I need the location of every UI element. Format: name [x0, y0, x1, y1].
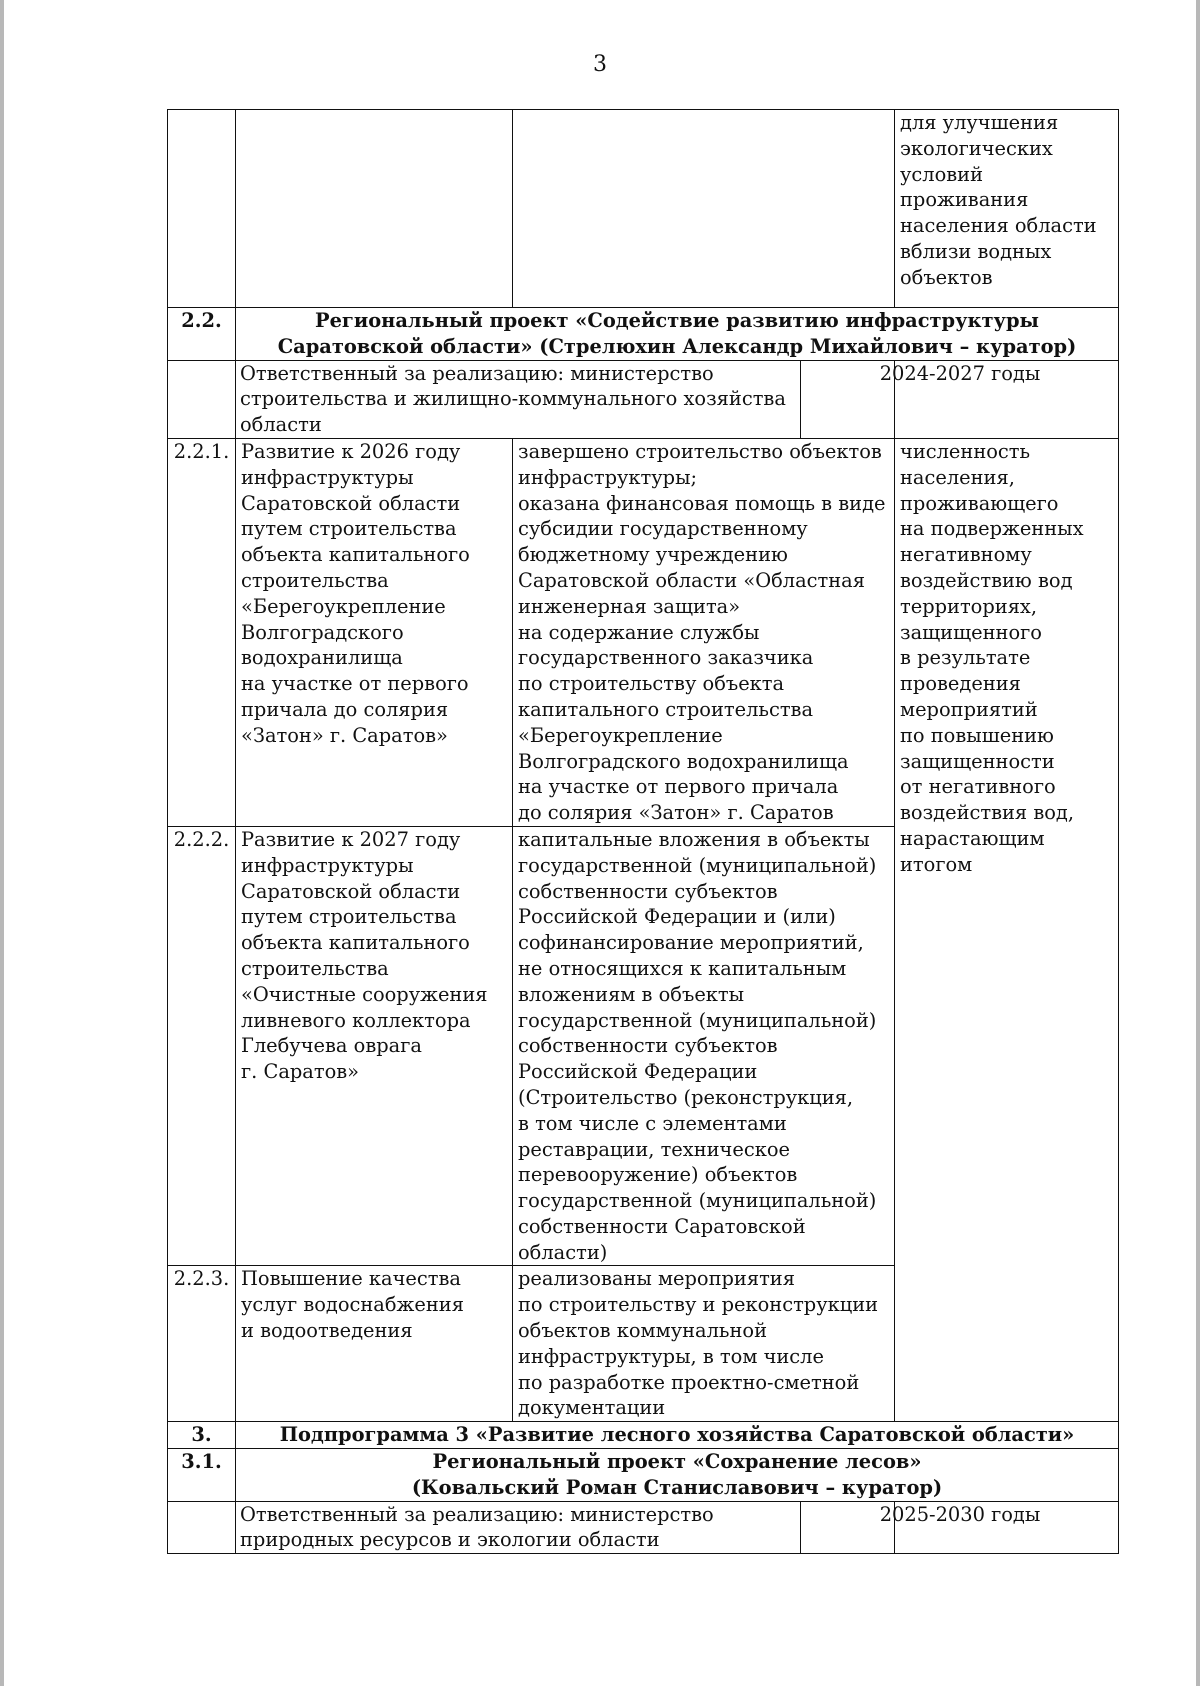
period-cell [879, 360, 1119, 438]
program-table [167, 109, 1119, 1554]
cell-num: 3.1. [168, 1449, 236, 1502]
cell-num [168, 1501, 236, 1554]
table-row [168, 110, 1119, 308]
cell-num: 2.2.2. [168, 826, 236, 1266]
cell-result: капитальные вложения в объекты государственной (муниципальной) собственности субъектов Российской Федерации и (или) софинансирование мероприятий, не относящихся к капитальным вложениям в объекты государственной (муниципальной) собственности субъектов Российской Федерации (Строительство (реконструкция, в том числе с элементами реставрации, техническое перевооружение) объектов государственной (муниципальной) собственности Саратовской области) [513, 826, 895, 1266]
scan-edge-right [1196, 0, 1200, 1686]
cell-task: Повышение качества услуг водоснабжения и водоотведения [236, 1266, 513, 1422]
cell-indicator: численность населения, проживающего на подверженных негативному воздействию вод территориях, защищенного в результате проведения мероприятий по повышению защищенности от негативного воздействия вод, нарастающим итогом [895, 438, 1119, 1421]
cell-num: 2.2.3. [168, 1266, 236, 1422]
cell-task: Развитие к 2026 году инфраструктуры Саратовской области путем строительства объекта капитального строительства «Берегоукрепление Волгоградского водохранилища на участке от первого причала до солярия «Затон» г. Саратов» [236, 438, 513, 826]
scan-edge-left [0, 0, 4, 1686]
cell-result: завершено строительство объектов инфраструктуры; оказана финансовая помощь в виде субсидии государственному бюджетному учреждению Саратовской области «Областная инженерная защита» на содержание службы государственного заказчика по строительству объекта капитального строительства «Берегоукрепление Волгоградского водохранилища на участке от первого причала до солярия «Затон» г. Саратов [513, 438, 895, 826]
table-row [168, 308, 1119, 361]
responsible-text: Ответственный за реализацию: министерство природных ресурсов и экологии области [236, 1502, 801, 1554]
cell-indicator: для улучшения экологических условий проживания населения области вблизи водных объектов [895, 110, 1119, 308]
cell-task: Развитие к 2027 году инфраструктуры Саратовской области путем строительства объекта капитального строительства «Очистные сооружения ливневого коллектора Глебучева оврага г. Саратов» [236, 826, 513, 1266]
responsible-block [236, 360, 895, 438]
table-row [168, 1501, 1119, 1554]
cell-num: 2.2.1. [168, 438, 236, 826]
cell-task [236, 110, 513, 308]
project-title: Региональный проект «Сохранение лесов» (Ковальский Роман Станиславович – куратор) [236, 1449, 1119, 1502]
period-cell [879, 1501, 1119, 1554]
cell-num: 3. [168, 1422, 236, 1449]
cell-num: 2.2. [168, 308, 236, 361]
page-number: 3 [593, 52, 607, 77]
responsible-block [236, 1501, 895, 1554]
table-row [168, 1449, 1119, 1502]
table-row [168, 438, 1119, 826]
table-row [168, 360, 1119, 438]
period-text: 2025-2030 годы [879, 1502, 1041, 1526]
period-text: 2024-2027 годы [879, 361, 1041, 385]
cell-num [168, 360, 236, 438]
responsible-text: Ответственный за реализацию: министерство строительства и жилищно-коммунального хозяйства области [236, 361, 801, 438]
table-row [168, 1422, 1119, 1449]
cell-result: реализованы мероприятия по строительству и реконструкции объектов коммунальной инфраструктуры, в том числе по разработке проектно-сметной документации [513, 1266, 895, 1422]
cell-result [513, 110, 895, 308]
subprogram-title: Подпрограмма 3 «Развитие лесного хозяйства Саратовской области» [236, 1422, 1119, 1449]
cell-num [168, 110, 236, 308]
project-title: Региональный проект «Содействие развитию инфраструктуры Саратовской области» (Стрелюхин Александр Михайлович – куратор) [236, 308, 1119, 361]
